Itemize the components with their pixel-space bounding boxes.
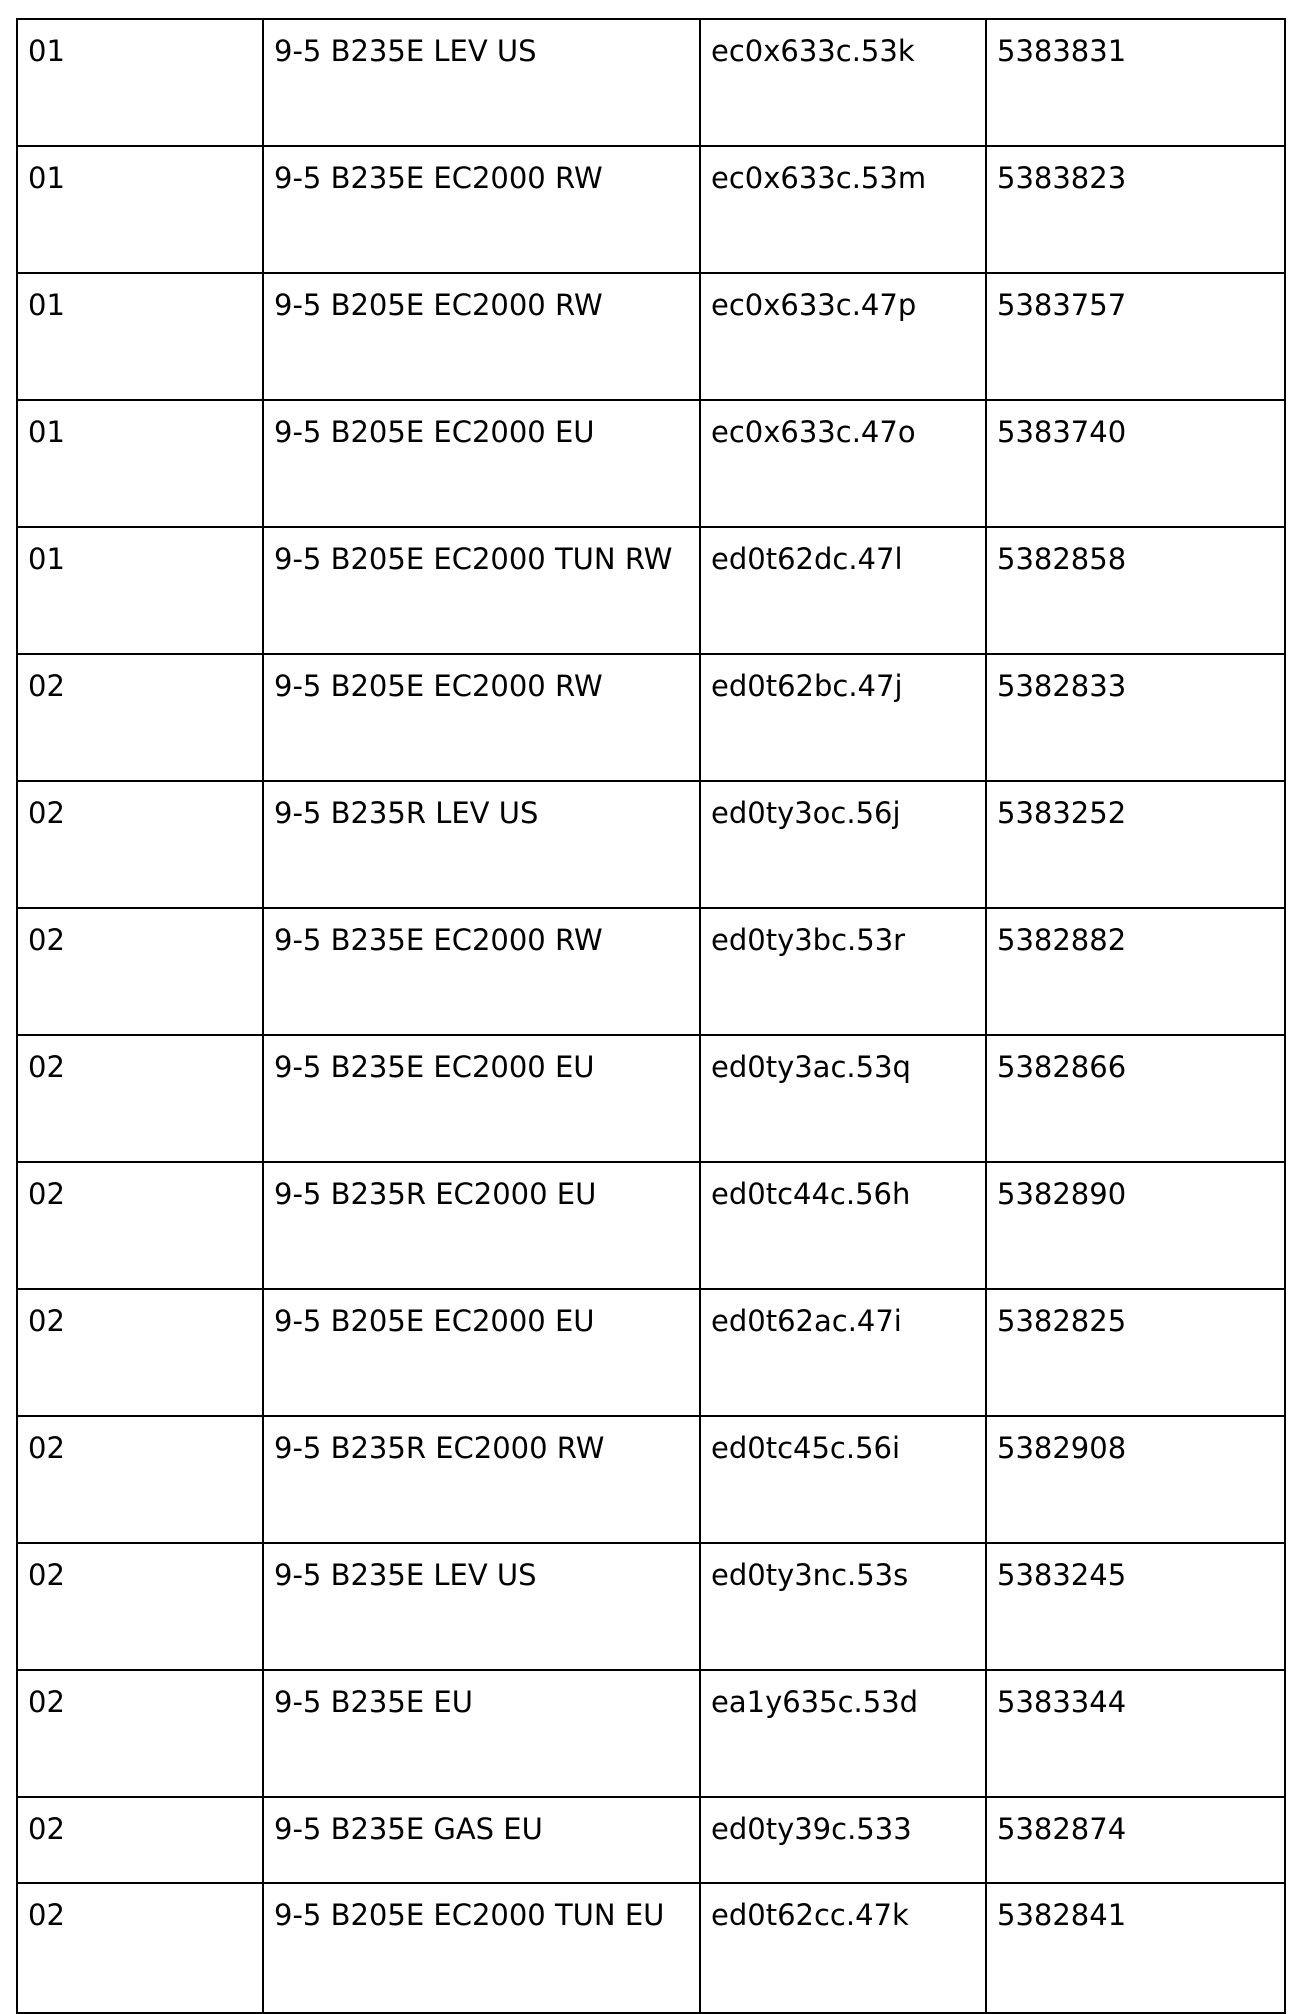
table-row [17, 1162, 1285, 1289]
table-row [17, 1289, 1285, 1416]
part-number-cell: 5383757 [986, 273, 1285, 400]
software-id-cell: ea1y635c.53d [700, 1670, 986, 1797]
table-row [17, 400, 1285, 527]
software-id-cell: ed0t62ac.47i [700, 1289, 986, 1416]
table-row [17, 781, 1285, 908]
table-row [17, 1543, 1285, 1670]
part-number-cell: 5382890 [986, 1162, 1285, 1289]
software-id-cell: ed0ty39c.533 [700, 1797, 986, 1883]
table-row [17, 1797, 1285, 1883]
part-number-cell: 5382841 [986, 1883, 1285, 2013]
data-table [16, 18, 1286, 2014]
model-cell: 9-5 B235R EC2000 RW [263, 1416, 700, 1543]
variant-cell: 02 [17, 1543, 263, 1670]
part-number-cell: 5383823 [986, 146, 1285, 273]
model-cell: 9-5 B205E EC2000 RW [263, 654, 700, 781]
part-number-cell: 5382825 [986, 1289, 1285, 1416]
table-row [17, 146, 1285, 273]
table-row [17, 527, 1285, 654]
model-cell: 9-5 B235E EC2000 RW [263, 146, 700, 273]
table-body [17, 19, 1285, 2013]
model-cell: 9-5 B235R EC2000 EU [263, 1162, 700, 1289]
part-number-cell: 5383831 [986, 19, 1285, 146]
table-row [17, 19, 1285, 146]
variant-cell: 02 [17, 1416, 263, 1543]
software-id-cell: ed0tc44c.56h [700, 1162, 986, 1289]
software-id-cell: ed0t62cc.47k [700, 1883, 986, 2013]
part-number-cell: 5382866 [986, 1035, 1285, 1162]
table-row [17, 1416, 1285, 1543]
software-id-cell: ed0ty3nc.53s [700, 1543, 986, 1670]
part-number-cell: 5383344 [986, 1670, 1285, 1797]
model-cell: 9-5 B235E EU [263, 1670, 700, 1797]
model-cell: 9-5 B205E EC2000 TUN RW [263, 527, 700, 654]
part-number-cell: 5382882 [986, 908, 1285, 1035]
software-id-cell: ed0ty3oc.56j [700, 781, 986, 908]
variant-cell: 02 [17, 908, 263, 1035]
model-cell: 9-5 B235R LEV US [263, 781, 700, 908]
software-id-cell: ec0x633c.47o [700, 400, 986, 527]
variant-cell: 02 [17, 654, 263, 781]
software-id-cell: ec0x633c.53m [700, 146, 986, 273]
variant-cell: 02 [17, 1162, 263, 1289]
model-cell: 9-5 B205E EC2000 EU [263, 1289, 700, 1416]
variant-cell: 02 [17, 1883, 263, 2013]
data-table-container [16, 18, 1284, 2014]
software-id-cell: ed0ty3bc.53r [700, 908, 986, 1035]
variant-cell: 02 [17, 1289, 263, 1416]
variant-cell: 01 [17, 527, 263, 654]
software-id-cell: ed0ty3ac.53q [700, 1035, 986, 1162]
variant-cell: 01 [17, 273, 263, 400]
model-cell: 9-5 B235E EC2000 EU [263, 1035, 700, 1162]
model-cell: 9-5 B235E GAS EU [263, 1797, 700, 1883]
software-id-cell: ed0t62dc.47l [700, 527, 986, 654]
part-number-cell: 5382908 [986, 1416, 1285, 1543]
part-number-cell: 5383740 [986, 400, 1285, 527]
part-number-cell: 5382858 [986, 527, 1285, 654]
model-cell: 9-5 B235E LEV US [263, 1543, 700, 1670]
part-number-cell: 5382833 [986, 654, 1285, 781]
software-id-cell: ed0t62bc.47j [700, 654, 986, 781]
software-id-cell: ec0x633c.47p [700, 273, 986, 400]
table-row [17, 273, 1285, 400]
variant-cell: 01 [17, 146, 263, 273]
model-cell: 9-5 B205E EC2000 EU [263, 400, 700, 527]
table-row [17, 1035, 1285, 1162]
model-cell: 9-5 B205E EC2000 RW [263, 273, 700, 400]
model-cell: 9-5 B205E EC2000 TUN EU [263, 1883, 700, 2013]
software-id-cell: ec0x633c.53k [700, 19, 986, 146]
variant-cell: 02 [17, 1670, 263, 1797]
model-cell: 9-5 B235E EC2000 RW [263, 908, 700, 1035]
table-row [17, 1883, 1285, 2013]
variant-cell: 02 [17, 781, 263, 908]
table-row [17, 654, 1285, 781]
part-number-cell: 5383252 [986, 781, 1285, 908]
part-number-cell: 5383245 [986, 1543, 1285, 1670]
variant-cell: 02 [17, 1797, 263, 1883]
table-row [17, 908, 1285, 1035]
variant-cell: 01 [17, 19, 263, 146]
variant-cell: 02 [17, 1035, 263, 1162]
table-row [17, 1670, 1285, 1797]
part-number-cell: 5382874 [986, 1797, 1285, 1883]
model-cell: 9-5 B235E LEV US [263, 19, 700, 146]
software-id-cell: ed0tc45c.56i [700, 1416, 986, 1543]
variant-cell: 01 [17, 400, 263, 527]
